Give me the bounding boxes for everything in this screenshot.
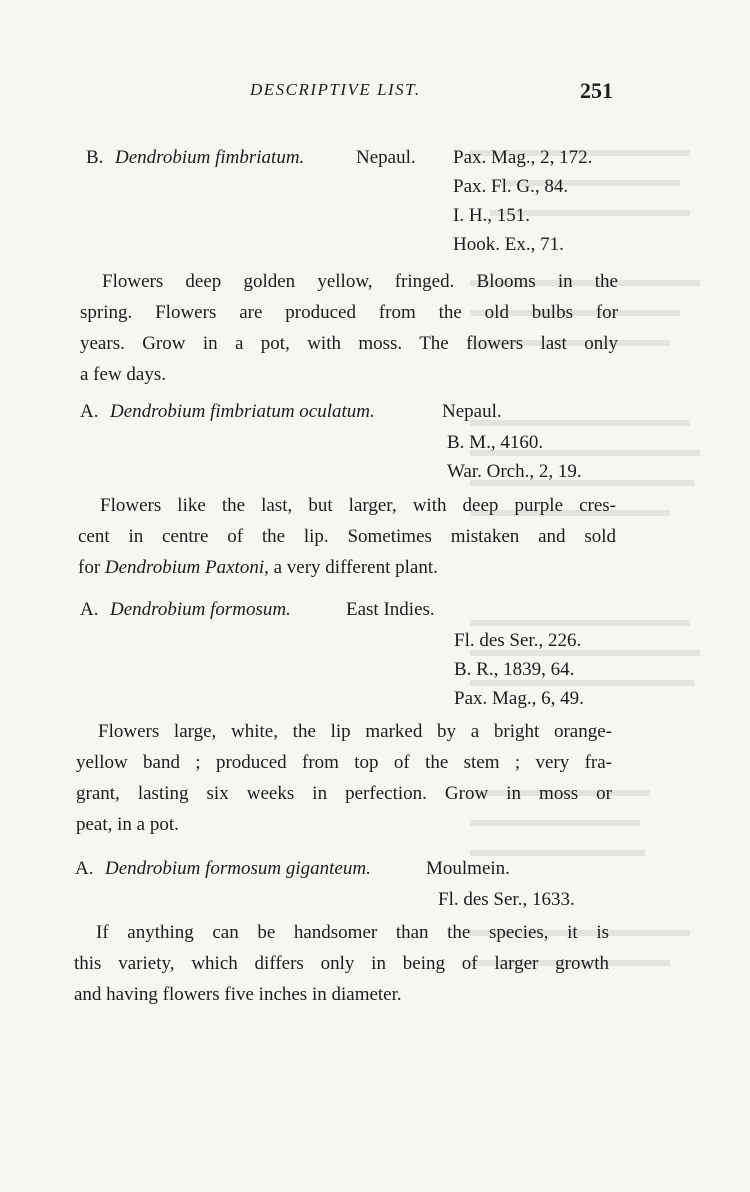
description-text: , a very different plant. <box>264 557 438 578</box>
description-line: grant, lasting six weeks in perfection. Grow in moss or <box>76 783 612 804</box>
species-reference: Dendrobium Paxtoni <box>104 557 265 578</box>
entry-grade: B. <box>86 147 104 168</box>
reference-list <box>447 428 582 486</box>
species-name: Dendrobium fimbriatum. <box>115 147 305 168</box>
description-line: this variety, which differs only in being of larger growth <box>74 953 609 974</box>
description-line: If anything can be handsomer than the species, it is <box>96 922 609 943</box>
locality: Nepaul. <box>442 401 502 422</box>
reference: Pax. Mag., 6, 49. <box>454 688 584 709</box>
page-number: 251 <box>580 78 613 103</box>
description-line: Flowers deep golden yellow, fringed. Blooms in the <box>102 271 618 292</box>
description-text: for <box>78 557 105 578</box>
locality: Nepaul. <box>356 147 416 168</box>
locality: East Indies. <box>346 599 435 620</box>
description-line: peat, in a pot. <box>76 814 179 835</box>
description <box>76 716 612 840</box>
reference: Fl. des Ser., 226. <box>454 630 582 651</box>
reference: Pax. Mag., 2, 172. <box>453 147 593 168</box>
description-line: Flowers like the last, but larger, with deep purple cres- <box>100 495 616 516</box>
species-name: Dendrobium fimbriatum oculatum. <box>110 401 375 422</box>
description-line: years. Grow in a pot, with moss. The flowers last only <box>80 333 618 354</box>
reference: B. R., 1839, 64. <box>454 659 575 680</box>
description-line: yellow band ; produced from top of the stem ; very fra- <box>76 752 612 773</box>
entry-grade: A. <box>75 858 94 879</box>
description-line: Flowers large, white, the lip marked by a bright orange- <box>98 721 612 742</box>
running-head: DESCRIPTIVE LIST. <box>250 80 421 99</box>
reference: Hook. Ex., 71. <box>453 234 564 255</box>
reference: B. M., 4160. <box>447 432 544 453</box>
reference-list <box>454 626 584 713</box>
description-line: spring. Flowers are produced from the old bulbs for <box>80 302 618 323</box>
description <box>80 266 618 390</box>
reference: Fl. des Ser., 1633. <box>438 889 575 910</box>
entry-grade: A. <box>80 401 99 422</box>
species-name: Dendrobium formosum giganteum. <box>105 858 371 879</box>
description <box>78 490 616 583</box>
reference-list <box>453 143 592 259</box>
species-name: Dendrobium formosum. <box>110 599 291 620</box>
reference: Pax. Fl. G., 84. <box>453 176 569 197</box>
description-line <box>78 552 616 583</box>
locality: Moulmein. <box>426 858 510 879</box>
reference: I. H., 151. <box>453 205 531 226</box>
reference: War. Orch., 2, 19. <box>447 461 582 482</box>
description <box>74 917 609 1010</box>
page-header <box>0 80 750 110</box>
description-line: a few days. <box>80 364 166 385</box>
entry-grade: A. <box>80 599 99 620</box>
reference-list <box>438 885 575 914</box>
description-line: and having flowers five inches in diameter. <box>74 984 402 1005</box>
description-line: cent in centre of the lip. Sometimes mistaken and sold <box>78 526 616 547</box>
